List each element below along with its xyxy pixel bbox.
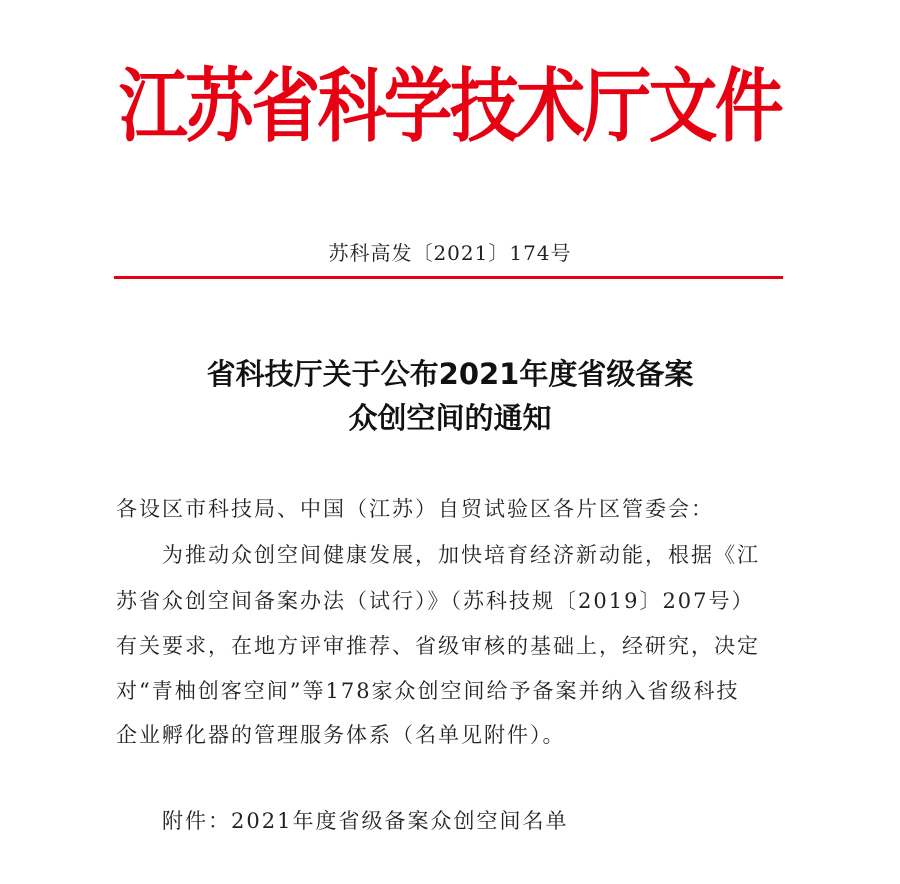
notice-title-line-1: 省科技厅关于公布2021年度省级备案 (206, 357, 694, 391)
paragraph-line: 为推动众创空间健康发展，加快培育经济新动能，根据《江 (162, 543, 760, 567)
paragraph-line: 有关要求，在地方评审推荐、省级审核的基础上，经研究，决定 (116, 634, 760, 658)
paragraph-line: 苏省众创空间备案办法（试行）》（苏科技规〔2019〕207号） (116, 589, 755, 613)
red-divider (114, 276, 783, 279)
notice-title-line-2: 众创空间的通知 (348, 401, 552, 435)
document-number: 苏科高发〔2021〕174号 (328, 241, 572, 265)
salutation: 各设区市科技局、中国（江苏）自贸试验区各片区管委会： (116, 497, 714, 521)
attachment-line: 附件：2021年度省级备案众创空间名单 (162, 809, 569, 833)
paragraph-line: 企业孵化器的管理服务体系（名单见附件）。 (116, 723, 566, 747)
paragraph-line: 对“青柚创客空间”等178家众创空间给予备案并纳入省级科技 (116, 679, 740, 703)
masthead-title: 江苏省科学技术厅文件 (118, 60, 782, 153)
